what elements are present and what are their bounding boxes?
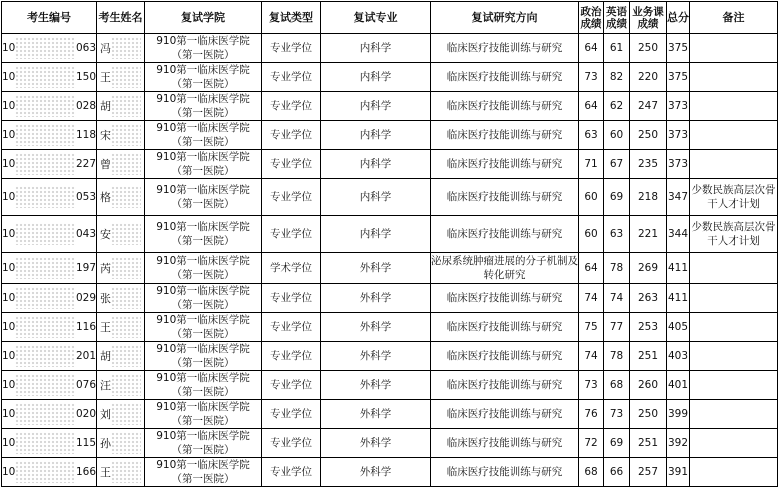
id-suffix: 028: [75, 99, 96, 112]
cell-id: [2, 253, 97, 284]
header-name: 考生姓名: [97, 2, 145, 34]
redaction-mask: [15, 374, 76, 396]
redaction-mask: [15, 403, 76, 425]
cell-school: [145, 253, 262, 284]
cell-id: [2, 313, 97, 342]
cell-politics: 63: [579, 121, 604, 150]
school-main: 910第一临床医学院: [156, 314, 250, 326]
table-row: [2, 284, 778, 313]
table-row: [2, 121, 778, 150]
cell-id: [2, 150, 97, 179]
cell-id: [2, 179, 97, 216]
cell-english: 73: [604, 400, 630, 429]
table-row: [2, 342, 778, 371]
redaction-mask: [15, 257, 76, 279]
cell-course: 247: [630, 92, 667, 121]
cell-major: 外科学: [321, 429, 431, 458]
redaction-mask: [15, 153, 76, 175]
id-prefix: 10: [2, 190, 16, 203]
cell-name: [97, 179, 145, 216]
redaction-mask: [111, 461, 141, 483]
cell-course: 220: [630, 63, 667, 92]
id-prefix: 10: [2, 99, 16, 112]
redaction-mask: [111, 403, 141, 425]
cell-direction: 临床医疗技能训练与研究: [431, 121, 579, 150]
school-sub: （第一医院）: [171, 415, 235, 427]
cell-course: 235: [630, 150, 667, 179]
cell-id: [2, 34, 97, 63]
cell-english: 67: [604, 150, 630, 179]
cell-major: 外科学: [321, 253, 431, 284]
header-note: 备注: [690, 2, 778, 34]
cell-id: [2, 458, 97, 487]
cell-school: [145, 371, 262, 400]
cell-course: 269: [630, 253, 667, 284]
id-suffix: 197: [75, 261, 96, 274]
id-prefix: 10: [2, 378, 16, 391]
cell-english: 78: [604, 253, 630, 284]
cell-politics: 74: [579, 342, 604, 371]
redaction-mask: [15, 316, 76, 338]
id-suffix: 166: [75, 465, 96, 478]
name-visible: 孙: [100, 436, 111, 450]
redaction-mask: [111, 257, 141, 279]
redaction-mask: [15, 95, 76, 117]
cell-id: [2, 429, 97, 458]
school-main: 910第一临床医学院: [156, 64, 250, 76]
cell-note: 少数民族高层次骨干人才计划: [690, 179, 778, 216]
cell-note: [690, 34, 778, 63]
cell-total: 399: [667, 400, 690, 429]
cell-type: 专业学位: [262, 342, 321, 371]
school-sub: （第一医院）: [171, 444, 235, 456]
name-visible: 汪: [100, 378, 111, 392]
cell-id: [2, 400, 97, 429]
school-main: 910第一临床医学院: [156, 255, 250, 267]
header-id: 考生编号: [2, 2, 97, 34]
header-direction: 复试研究方向: [431, 2, 579, 34]
id-suffix: 063: [75, 41, 96, 54]
cell-type: 专业学位: [262, 400, 321, 429]
redaction-mask: [111, 153, 141, 175]
cell-note: [690, 429, 778, 458]
id-prefix: 10: [2, 157, 16, 170]
cell-school: [145, 121, 262, 150]
cell-total: 373: [667, 121, 690, 150]
cell-direction: 临床医疗技能训练与研究: [431, 63, 579, 92]
cell-total: 401: [667, 371, 690, 400]
cell-name: [97, 34, 145, 63]
table-row: [2, 400, 778, 429]
cell-total: 373: [667, 92, 690, 121]
cell-politics: 75: [579, 313, 604, 342]
redaction-mask: [111, 37, 141, 59]
redaction-mask: [15, 66, 76, 88]
cell-english: 66: [604, 458, 630, 487]
school-main: 910第一临床医学院: [156, 122, 250, 134]
school-main: 910第一临床医学院: [156, 151, 250, 163]
table-row: [2, 63, 778, 92]
name-visible: 王: [100, 320, 111, 334]
cell-type: 专业学位: [262, 216, 321, 253]
school-main: 910第一临床医学院: [156, 430, 250, 442]
cell-total: 347: [667, 179, 690, 216]
cell-school: [145, 150, 262, 179]
cell-direction: 临床医疗技能训练与研究: [431, 34, 579, 63]
cell-note: [690, 371, 778, 400]
redaction-mask: [111, 345, 141, 367]
cell-id: [2, 216, 97, 253]
cell-type: 专业学位: [262, 34, 321, 63]
school-sub: （第一医院）: [171, 299, 235, 311]
cell-note: 少数民族高层次骨干人才计划: [690, 216, 778, 253]
cell-total: 373: [667, 150, 690, 179]
id-prefix: 10: [2, 70, 16, 83]
cell-total: 375: [667, 63, 690, 92]
id-prefix: 10: [2, 128, 16, 141]
cell-course: 250: [630, 121, 667, 150]
id-prefix: 10: [2, 227, 16, 240]
id-suffix: 115: [75, 436, 96, 449]
cell-course: 251: [630, 429, 667, 458]
cell-id: [2, 371, 97, 400]
name-visible: 王: [100, 70, 111, 84]
header-politics: 政治成绩: [579, 2, 604, 34]
name-visible: 安: [100, 227, 111, 241]
cell-politics: 72: [579, 429, 604, 458]
school-main: 910第一临床医学院: [156, 459, 250, 471]
redaction-mask: [111, 287, 141, 309]
cell-major: 内科学: [321, 63, 431, 92]
cell-school: [145, 92, 262, 121]
table-row: [2, 371, 778, 400]
cell-school: [145, 458, 262, 487]
cell-name: [97, 92, 145, 121]
redaction-mask: [111, 223, 141, 245]
header-english: 英语成绩: [604, 2, 630, 34]
school-sub: （第一医院）: [171, 269, 235, 281]
cell-id: [2, 92, 97, 121]
redaction-mask: [15, 186, 76, 208]
cell-major: 外科学: [321, 458, 431, 487]
cell-major: 外科学: [321, 371, 431, 400]
cell-politics: 73: [579, 63, 604, 92]
cell-type: 专业学位: [262, 284, 321, 313]
id-prefix: 10: [2, 291, 16, 304]
cell-school: [145, 63, 262, 92]
cell-total: 411: [667, 284, 690, 313]
redaction-mask: [15, 432, 76, 454]
header-type: 复试类型: [262, 2, 321, 34]
cell-note: [690, 313, 778, 342]
school-sub: （第一医院）: [171, 328, 235, 340]
name-visible: 格: [100, 190, 111, 204]
school-sub: （第一医院）: [171, 198, 235, 210]
cell-direction: 临床医疗技能训练与研究: [431, 371, 579, 400]
id-suffix: 116: [75, 320, 96, 333]
cell-course: 218: [630, 179, 667, 216]
cell-school: [145, 216, 262, 253]
table-body: [2, 34, 778, 487]
cell-major: 外科学: [321, 284, 431, 313]
cell-major: 外科学: [321, 313, 431, 342]
table-header: [2, 2, 778, 34]
cell-direction: 临床医疗技能训练与研究: [431, 458, 579, 487]
cell-type: 专业学位: [262, 179, 321, 216]
cell-name: [97, 63, 145, 92]
cell-politics: 74: [579, 284, 604, 313]
redaction-mask: [15, 37, 76, 59]
cell-name: [97, 121, 145, 150]
cell-course: 251: [630, 342, 667, 371]
cell-politics: 68: [579, 458, 604, 487]
cell-school: [145, 34, 262, 63]
cell-type: 学术学位: [262, 253, 321, 284]
id-suffix: 029: [75, 291, 96, 304]
school-sub: （第一医院）: [171, 78, 235, 90]
cell-total: 391: [667, 458, 690, 487]
id-prefix: 10: [2, 41, 16, 54]
id-prefix: 10: [2, 436, 16, 449]
school-sub: （第一医院）: [171, 49, 235, 61]
cell-politics: 60: [579, 179, 604, 216]
name-visible: 刘: [100, 407, 111, 421]
cell-id: [2, 121, 97, 150]
cell-direction: 临床医疗技能训练与研究: [431, 313, 579, 342]
id-prefix: 10: [2, 465, 16, 478]
table-row: [2, 150, 778, 179]
cell-major: 内科学: [321, 34, 431, 63]
redaction-mask: [15, 461, 76, 483]
cell-name: [97, 429, 145, 458]
cell-school: [145, 400, 262, 429]
id-prefix: 10: [2, 407, 16, 420]
cell-english: 82: [604, 63, 630, 92]
cell-note: [690, 400, 778, 429]
cell-type: 专业学位: [262, 92, 321, 121]
cell-name: [97, 458, 145, 487]
name-visible: 冯: [100, 41, 111, 55]
cell-politics: 64: [579, 253, 604, 284]
table-row: [2, 429, 778, 458]
cell-note: [690, 121, 778, 150]
id-prefix: 10: [2, 349, 16, 362]
cell-major: 内科学: [321, 179, 431, 216]
table-row: [2, 92, 778, 121]
cell-direction: 临床医疗技能训练与研究: [431, 216, 579, 253]
cell-note: [690, 458, 778, 487]
cell-note: [690, 342, 778, 371]
cell-note: [690, 63, 778, 92]
redaction-mask: [111, 186, 141, 208]
name-visible: 芮: [100, 261, 111, 275]
cell-type: 专业学位: [262, 121, 321, 150]
cell-major: 内科学: [321, 216, 431, 253]
school-main: 910第一临床医学院: [156, 93, 250, 105]
cell-major: 外科学: [321, 342, 431, 371]
table-row: [2, 253, 778, 284]
header-major: 复试专业: [321, 2, 431, 34]
cell-english: 74: [604, 284, 630, 313]
cell-note: [690, 150, 778, 179]
cell-id: [2, 284, 97, 313]
header-school: 复试学院: [145, 2, 262, 34]
cell-school: [145, 342, 262, 371]
cell-english: 78: [604, 342, 630, 371]
cell-politics: 64: [579, 92, 604, 121]
id-suffix: 227: [75, 157, 96, 170]
cell-name: [97, 400, 145, 429]
cell-english: 69: [604, 179, 630, 216]
cell-major: 内科学: [321, 92, 431, 121]
cell-course: 250: [630, 34, 667, 63]
id-prefix: 10: [2, 320, 16, 333]
cell-politics: 73: [579, 371, 604, 400]
id-suffix: 201: [75, 349, 96, 362]
cell-direction: 临床医疗技能训练与研究: [431, 284, 579, 313]
id-suffix: 150: [75, 70, 96, 83]
cell-type: 专业学位: [262, 429, 321, 458]
id-suffix: 043: [75, 227, 96, 240]
cell-id: [2, 342, 97, 371]
cell-politics: 76: [579, 400, 604, 429]
cell-note: [690, 284, 778, 313]
cell-name: [97, 284, 145, 313]
cell-type: 专业学位: [262, 150, 321, 179]
school-main: 910第一临床医学院: [156, 221, 250, 233]
cell-course: 253: [630, 313, 667, 342]
redaction-mask: [111, 66, 141, 88]
table-row: [2, 313, 778, 342]
cell-direction: 临床医疗技能训练与研究: [431, 179, 579, 216]
school-main: 910第一临床医学院: [156, 285, 250, 297]
name-visible: 曾: [100, 157, 111, 171]
table-row: [2, 458, 778, 487]
school-sub: （第一医院）: [171, 165, 235, 177]
cell-type: 专业学位: [262, 458, 321, 487]
cell-english: 77: [604, 313, 630, 342]
redaction-mask: [111, 124, 141, 146]
cell-course: 260: [630, 371, 667, 400]
cell-politics: 71: [579, 150, 604, 179]
cell-type: 专业学位: [262, 63, 321, 92]
cell-course: 250: [630, 400, 667, 429]
cell-direction: 临床医疗技能训练与研究: [431, 150, 579, 179]
cell-english: 61: [604, 34, 630, 63]
cell-major: 外科学: [321, 400, 431, 429]
table-row: [2, 179, 778, 216]
cell-course: 257: [630, 458, 667, 487]
school-main: 910第一临床医学院: [156, 184, 250, 196]
id-suffix: 020: [75, 407, 96, 420]
table-row: [2, 34, 778, 63]
redaction-mask: [15, 124, 76, 146]
cell-direction: 临床医疗技能训练与研究: [431, 400, 579, 429]
school-sub: （第一医院）: [171, 107, 235, 119]
cell-total: 405: [667, 313, 690, 342]
cell-direction: 泌尿系统肿瘤进展的分子机制及转化研究: [431, 253, 579, 284]
header-course: 业务课成绩: [630, 2, 667, 34]
cell-total: 375: [667, 34, 690, 63]
school-sub: （第一医院）: [171, 473, 235, 485]
cell-note: [690, 92, 778, 121]
cell-direction: 临床医疗技能训练与研究: [431, 429, 579, 458]
cell-course: 221: [630, 216, 667, 253]
name-visible: 胡: [100, 349, 111, 363]
school-sub: （第一医院）: [171, 357, 235, 369]
school-main: 910第一临床医学院: [156, 343, 250, 355]
cell-total: 403: [667, 342, 690, 371]
cell-school: [145, 313, 262, 342]
id-prefix: 10: [2, 261, 16, 274]
cell-type: 专业学位: [262, 371, 321, 400]
cell-id: [2, 63, 97, 92]
redaction-mask: [15, 345, 76, 367]
cell-name: [97, 313, 145, 342]
cell-english: 69: [604, 429, 630, 458]
name-visible: 王: [100, 465, 111, 479]
cell-total: 392: [667, 429, 690, 458]
id-suffix: 118: [75, 128, 96, 141]
redaction-mask: [111, 316, 141, 338]
school-main: 910第一临床医学院: [156, 35, 250, 47]
cell-english: 60: [604, 121, 630, 150]
cell-politics: 60: [579, 216, 604, 253]
header-total: 总分: [667, 2, 690, 34]
cell-direction: 临床医疗技能训练与研究: [431, 342, 579, 371]
redaction-mask: [15, 287, 76, 309]
cell-course: 263: [630, 284, 667, 313]
cell-major: 内科学: [321, 150, 431, 179]
school-sub: （第一医院）: [171, 136, 235, 148]
cell-school: [145, 179, 262, 216]
cell-english: 68: [604, 371, 630, 400]
cell-school: [145, 284, 262, 313]
redaction-mask: [111, 95, 141, 117]
cell-note: [690, 253, 778, 284]
redaction-mask: [111, 374, 141, 396]
cell-name: [97, 371, 145, 400]
cell-type: 专业学位: [262, 313, 321, 342]
cell-name: [97, 216, 145, 253]
id-suffix: 076: [75, 378, 96, 391]
school-sub: （第一医院）: [171, 235, 235, 247]
cell-school: [145, 429, 262, 458]
id-suffix: 053: [75, 190, 96, 203]
redaction-mask: [111, 432, 141, 454]
cell-name: [97, 150, 145, 179]
cell-politics: 64: [579, 34, 604, 63]
table-row: [2, 216, 778, 253]
cell-name: [97, 342, 145, 371]
redaction-mask: [15, 223, 76, 245]
school-main: 910第一临床医学院: [156, 372, 250, 384]
name-visible: 宋: [100, 128, 111, 142]
admission-table: [1, 1, 778, 487]
cell-english: 62: [604, 92, 630, 121]
name-visible: 胡: [100, 99, 111, 113]
cell-total: 344: [667, 216, 690, 253]
cell-total: 411: [667, 253, 690, 284]
cell-english: 63: [604, 216, 630, 253]
name-visible: 张: [100, 291, 111, 305]
school-main: 910第一临床医学院: [156, 401, 250, 413]
cell-major: 内科学: [321, 121, 431, 150]
school-sub: （第一医院）: [171, 386, 235, 398]
cell-name: [97, 253, 145, 284]
cell-direction: 临床医疗技能训练与研究: [431, 92, 579, 121]
